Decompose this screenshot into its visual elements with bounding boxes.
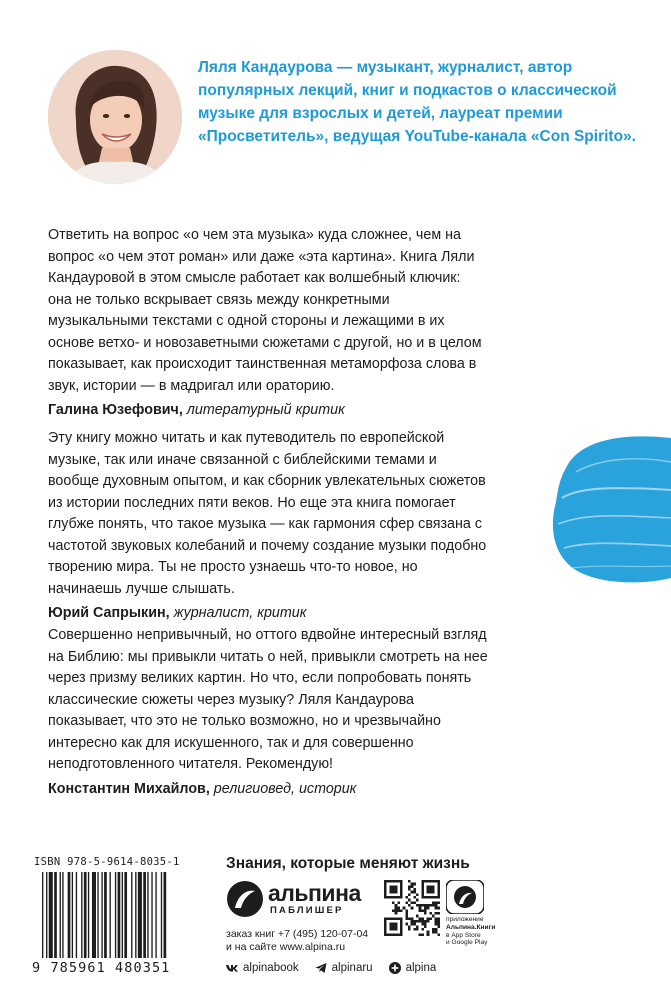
- plus-circle-icon: [389, 962, 401, 974]
- author-name: Ляля Кандаурова: [198, 59, 333, 76]
- publisher-brand: альпина: [268, 880, 361, 906]
- social-label: alpina: [405, 962, 437, 974]
- social-label: alpinaru: [331, 962, 373, 974]
- review-author-role: литературный критик: [182, 402, 345, 418]
- telegram-icon: [315, 962, 327, 974]
- alpina-logo-icon: [226, 880, 264, 918]
- author-bio-text: — музыкант, журналист, автор популярных лекций, книг и подкастов о классической музыке для взрослых и детей, лауреат премии «Просветитель», ведущая YouTube-канала «Con Spirito».: [198, 59, 636, 145]
- review-author: [48, 400, 488, 421]
- app-title: приложение: [446, 916, 484, 923]
- social-vk[interactable]: [226, 962, 299, 974]
- review-author-name: Галина Юзефович,: [48, 402, 183, 418]
- review-1: [48, 225, 488, 421]
- blue-brush-decoration: [548, 428, 671, 588]
- social-telegram[interactable]: [315, 962, 373, 974]
- publisher-tagline: Знания, которые меняют жизнь: [226, 855, 470, 872]
- barcode-number: 9 785961 480351: [32, 960, 171, 976]
- publisher-brand-sub: ПАБЛИШЕР: [270, 905, 344, 916]
- social-label: alpinabook: [243, 962, 299, 974]
- app-promo: [446, 916, 504, 947]
- app-stores-2: и Google Play: [446, 939, 488, 947]
- author-photo: [48, 50, 182, 184]
- review-author: [48, 603, 488, 624]
- review-author-role: религиовед, историк: [209, 780, 357, 797]
- author-bio: [198, 56, 638, 148]
- review-text: Совершенно непривычный, но оттого вдвойне интересный взгляд на Библию: мы привыкли читать о ней, привыкли смотреть на нее через призму великих картин. Но что, если попробовать понять классические сюжеты через музыку? Ляля Кандаурова показывает, что это не только возможно, но и чрезвычайно интересно как для искушенного, так и для совершенно неподготовленного читателя. Рекомендую!: [48, 627, 488, 772]
- social-plus[interactable]: [389, 962, 437, 974]
- app-name: Альпина.Книги: [446, 923, 496, 931]
- publisher-logo: [226, 880, 366, 920]
- review-2: [48, 428, 488, 624]
- order-phone: заказ книг +7 (495) 120-07-04: [226, 928, 369, 940]
- isbn-barcode: [30, 850, 210, 978]
- vk-icon: [226, 962, 238, 974]
- isbn-text: ISBN 978-5-9614-8035-1: [34, 856, 180, 868]
- review-author-role: журналист, критик: [169, 605, 307, 621]
- review-author-name: Константин Михайлов,: [48, 780, 210, 797]
- review-text: Ответить на вопрос «о чем эта музыка» куда сложнее, чем на вопрос «о чем этот роман» или даже «эта картина». Книга Ляли Кандауровой в этом смысле работает как волшебный ключик: она не только вскрывает связь между конкретными музыкальными текстами с одной стороны и лежащими в их основе ветхо- и новозаветными сюжетами с другой, но и в целом показывает, как происходит таинственная метаморфоза слова в звук, истории — в мадригал или ораторию.: [48, 227, 482, 394]
- social-links: [226, 962, 436, 974]
- qr-code: [384, 880, 440, 936]
- review-author: [48, 779, 488, 800]
- barcode-graphic: [40, 872, 208, 962]
- review-text: Эту книгу можно читать и как путеводитель по европейской музыке, так или иначе связанной с библейскими темами и вообще духовным опытом, и как сборник увлекательных сюжетов из истории последних пяти веков. Но еще эта книга помогает глубже понять, что такое музыка — как гармония сфер связана с частотой звуковых колебаний и почему создание музыки подобно творению мира. Ты не просто узнаешь что-то новое, но начинаешь лучше слышать.: [48, 430, 487, 597]
- app-icon: [446, 880, 484, 914]
- review-3: [48, 625, 488, 800]
- publisher-contacts: [226, 928, 368, 954]
- review-author-name: Юрий Сапрыкин,: [48, 605, 170, 621]
- app-stores-1: в App Store: [446, 931, 481, 939]
- order-site: и на сайте www.alpina.ru: [226, 941, 346, 953]
